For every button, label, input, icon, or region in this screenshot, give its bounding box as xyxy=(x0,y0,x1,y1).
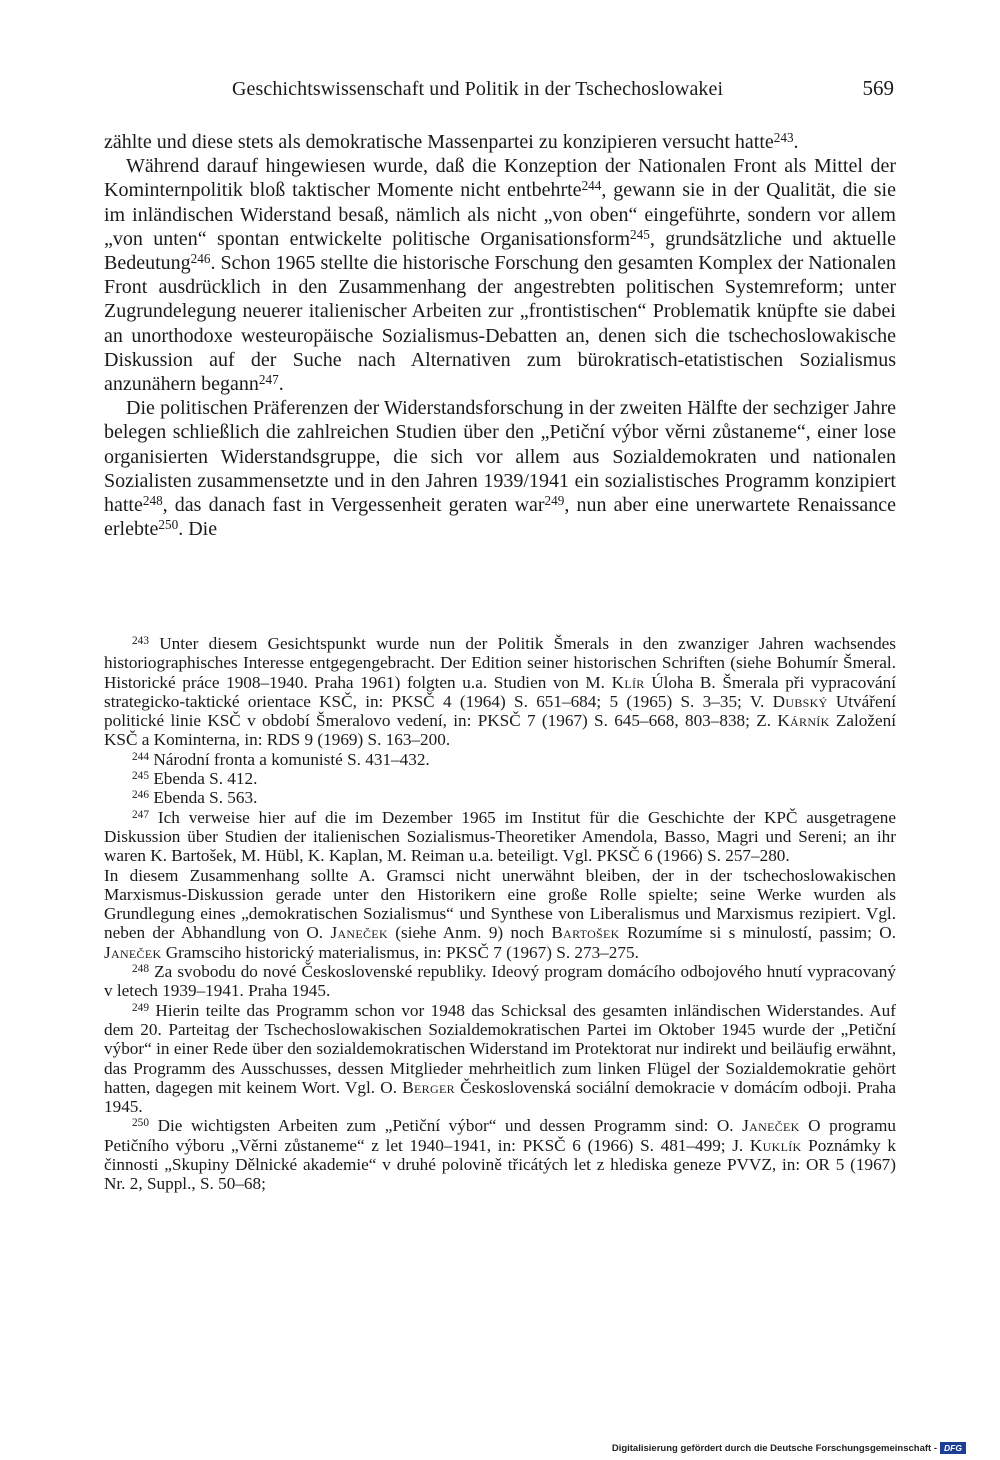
running-head xyxy=(104,76,896,110)
running-title: Geschichtswissenschaft und Politik in der Tschechoslowakei xyxy=(232,78,724,100)
footnote-ref-247[interactable]: 247 xyxy=(258,372,279,388)
dfg-logo-icon[interactable]: DFG xyxy=(940,1442,966,1454)
footnote-ref-249[interactable]: 249 xyxy=(544,493,565,509)
body-text xyxy=(104,130,896,541)
footnote-ref-245[interactable]: 245 xyxy=(630,226,650,242)
footnote-249: $^{249}$ Hierin teilte das Programm schon vor 1948 das Schicksal des gesamten inländischen Widerstandes. Auf dem 20. Parteitag der Tschechoslowakischen Sozialdemokratischen Partei im Oktober 1945 wurde der „Petiční výbor“ in einer Rede über den sozialdemokratischen Widerstand im Protektorat nur indirekt und beiläufig erwähnt, das Programm des Ausschusses, dessen Mitglieder mehrheitlich zum linken Flügel der Sozialdemokratie gehört hatten, dagegen mit keinem Wort. Vgl. O. Berger Československá sociální demokracie v domácím odboji. Praha 1945. xyxy=(104,1000,896,1117)
footnote-247-continued: In diesem Zusammenhang sollte A. Gramsci nicht unerwähnt bleiben, der in der tschechoslowakischen Marxismus-Diskussion gerade unter den Historikern eine große Rolle spielte; seine Werke wurden als Grundlegung eines „demokratischen Sozialismus“ und Synthese von Liberalismus und Marxismus rezipiert. Vgl. neben der Abhandlung von O. Janeček (siehe Anm. 9) noch Bartošek Rozumíme si s minulostí, passim; O. Janeček Gramsciho historický materialismus, in: PKSČ 7 (1967) S. 273–275. xyxy=(104,865,896,962)
digitization-credit xyxy=(612,1440,966,1456)
footnote-246: $^{246}$ Ebenda S. 563. xyxy=(132,788,258,808)
page-number: 569 xyxy=(862,76,894,100)
footnote-ref-248[interactable]: 248 xyxy=(142,493,163,509)
footnote-ref-246[interactable]: 246 xyxy=(190,251,211,267)
footnote-ref-243[interactable]: 243 xyxy=(773,130,794,146)
footnote-245: $^{245}$ Ebenda S. 412. xyxy=(132,769,258,789)
footnotes xyxy=(104,634,896,1194)
footnote-244: $^{244}$ Národní fronta a komunisté S. 431–432. xyxy=(132,749,430,769)
footnote-ref-250[interactable]: 250 xyxy=(158,517,179,533)
footnote-248: $^{248}$ Za svobodu do nové Československé republiky. Ideový program domácího odbojového hnutí vypracovaný v letech 1939–1941. Praha 1945. xyxy=(104,962,896,1001)
footnote-250: $^{250}$ Die wichtigsten Arbeiten zum „Petiční výbor“ und dessen Programm sind: O. Janeček O programu Petičního výboru „Věrni zůstaneme“ z let 1940–1941, in: PKSČ 6 (1966) S. 481–499; J. Kuklík Poznámky k činnosti „Skupiny Dělnické akademie“ v druhé polovině třicátých let z hlediska geneze PVVZ, in: OR 5 (1967) Nr. 2, Suppl., S. 50–68; xyxy=(104,1116,896,1194)
paragraph-3: Die politischen Präferenzen der Widerstandsforschung in der zweiten Hälfte der sechziger Jahre belegen schließlich die zahlreichen Studien über den „Petiční výbor věrni zůstaneme“, einer lose organisierten Widerstandsgruppe, die sich vor allem aus Sozialdemokraten und nationalen Sozialisten zusammensetzte und in den Jahren 1939/1941 ein sozialistisches Programm konzipiert hatte$^{248}$, das danach fast in Vergessenheit geraten war$^{249}$, nun aber eine unerwartete Renaissance erlebte$^{250}$. Die xyxy=(104,397,896,541)
credit-text: Digitalisierung gefördert durch die Deutsche Forschungsgemeinschaft - xyxy=(611,1442,937,1454)
paragraph-2: Während darauf hingewiesen wurde, daß die Konzeption der Nationalen Front als Mittel der Kominternpolitik bloß taktischer Momente nicht entbehrte$^{244}$, gewann sie in der Qualität, die sie im inländischen Widerstand besaß, nämlich als nicht „von oben“ eingeführte, sondern vor allem „von unten“ spontan entwickelte politische Organisationsform$^{245}$, grundsätzliche und aktuelle Bedeutung$^{246}$. Schon 1965 stellte die historische Forschung den gesamten Komplex der Nationalen Front ausdrücklich in den Zusammenhang der angestrebten politischen Systemreform; unter Zugrundelegung neuerer italienischer Arbeiten zur „frontistischen“ Problematik knüpfte sie dabei an unorthodoxe westeuropäische Sozialismus-Debatten an, denen sich die tschechoslowakische Diskussion auf der Suche nach Alternativen zum bürokratisch-etatistischen Sozialismus anzunähern begann$^{247}$. xyxy=(104,155,896,396)
footnote-243: $^{243}$ Unter diesem Gesichtspunkt wurde nun der Politik Šmerals in den zwanziger Jahren wachsendes historiographisches Interesse entgegengebracht. Der Edition seiner historischen Schriften (siehe Bohumír Šmeral. Historické práce 1908–1940. Praha 1961) folgten u.a. Studien von M. Klír Úloha B. Šmerala při vypracování strategicko-taktické orientace KSČ, in: PKSČ 4 (1964) S. 651–684; 5 (1965) S. 3–35; V. Dubský Utváření politické linie KSČ v období Šmeralovo vedení, in: PKSČ 7 (1967) S. 645–668, 803–838; Z. Kárník Založení KSČ a Kominterna, in: RDS 9 (1969) S. 163–200. xyxy=(104,634,896,750)
footnote-ref-244[interactable]: 244 xyxy=(581,178,602,194)
paragraph-1: zählte und diese stets als demokratische Massenpartei zu konzipieren versucht hatte$^{243}$. xyxy=(104,130,799,153)
footnote-247: $^{247}$ Ich verweise hier auf die im Dezember 1965 im Institut für die Geschichte der KPČ ausgetragene Diskussion über Studien der italienischen Sozialismus-Theoretiker Amendola, Basso, Magri und Sereni; an ihr waren K. Bartošek, M. Hübl, K. Kaplan, M. Reiman u.a. beteiligt. Vgl. PKSČ 6 (1966) S. 257–280. xyxy=(104,807,896,866)
